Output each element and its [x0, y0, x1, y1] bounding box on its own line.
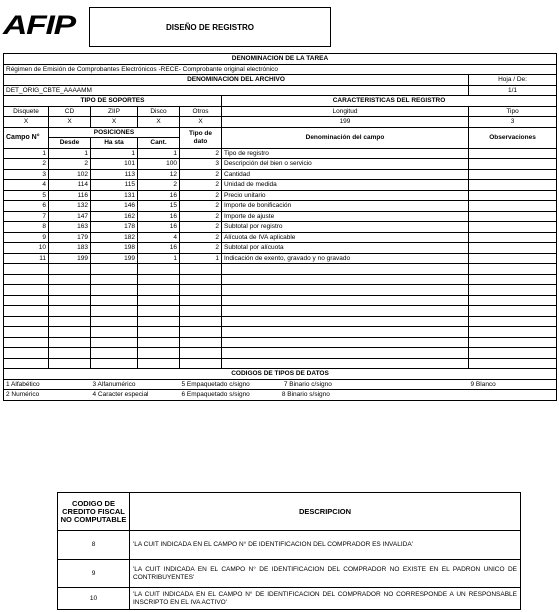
campo-observaciones	[469, 159, 557, 170]
empty-cell	[180, 285, 222, 296]
empty-cell	[222, 316, 469, 327]
codigo-2: 2 Numérico	[4, 390, 91, 401]
document-title: DISEÑO DE REGISTRO	[89, 7, 331, 47]
empty-cell	[138, 348, 180, 359]
credito-desc: 'LA CUIT INDICADA EN EL CAMPO N° DE IDENTIFICACION DEL COMPRADOR NO EXISTE EN EL PADRON UNICO DE CONTRIBUYENTES'	[130, 560, 521, 588]
empty-cell	[180, 274, 222, 285]
campo-tipo-dato: 2	[180, 169, 222, 180]
empty-row	[4, 285, 557, 296]
empty-cell	[49, 285, 91, 296]
campo-cant: 2	[138, 180, 180, 191]
campo-denominacion: Precio unitario	[222, 190, 469, 201]
codigo-blank	[469, 390, 557, 401]
longitud-label: Longitud	[222, 106, 469, 117]
cant-header: Cant.	[138, 138, 180, 149]
campo-cant: 16	[138, 190, 180, 201]
empty-cell	[222, 358, 469, 369]
empty-cell	[469, 316, 557, 327]
codigo-1: 1 Alfabético	[4, 379, 91, 390]
empty-cell	[4, 348, 49, 359]
campo-hasta: 198	[91, 243, 138, 254]
denominacion-header: Denominación del campo	[222, 127, 469, 148]
table-row	[4, 148, 557, 159]
empty-cell	[222, 285, 469, 296]
campo-tipo-dato: 2	[180, 180, 222, 191]
campo-number: 4	[4, 180, 49, 191]
empty-cell	[222, 264, 469, 275]
empty-cell	[49, 264, 91, 275]
soporte-disquete-value: X	[4, 117, 49, 128]
empty-row	[4, 358, 557, 369]
empty-cell	[180, 327, 222, 338]
campo-desde: 179	[49, 232, 91, 243]
afip-logo: AFIP	[3, 10, 75, 40]
empty-cell	[180, 264, 222, 275]
document-header	[3, 4, 556, 46]
empty-cell	[180, 358, 222, 369]
codigo-5: 5 Empaquetado c/signo	[181, 380, 250, 388]
hoja-value: 1/1	[469, 85, 557, 96]
campo-hasta: 113	[91, 169, 138, 180]
campo-observaciones	[469, 201, 557, 212]
campo-tipo-dato: 3	[180, 159, 222, 170]
empty-cell	[222, 274, 469, 285]
archivo-heading: DENOMINACION DEL ARCHIVO	[4, 75, 469, 86]
tipo-label: Tipo	[469, 106, 557, 117]
empty-row	[4, 337, 557, 348]
empty-cell	[91, 327, 138, 338]
empty-cell	[138, 306, 180, 317]
campo-desde: 163	[49, 222, 91, 233]
hasta-header: Ha sta	[91, 138, 138, 149]
campo-number: 10	[4, 243, 49, 254]
empty-row	[4, 348, 557, 359]
soporte-ziip-label: ZIIP	[91, 106, 138, 117]
archivo-name: DET_ORIG_CBTE_AAAAMM	[4, 85, 469, 96]
empty-cell	[222, 327, 469, 338]
credito-fiscal-table	[57, 492, 521, 610]
campo-hasta: 101	[91, 159, 138, 170]
table-row	[4, 232, 557, 243]
campo-denominacion: Subtotal por registro	[222, 222, 469, 233]
codigos-heading: CODIGOS DE TIPOS DE DATOS	[4, 369, 557, 380]
campo-denominacion: Descripción del bien o servicio	[222, 159, 469, 170]
empty-cell	[91, 295, 138, 306]
campo-hasta: 162	[91, 211, 138, 222]
campo-hasta: 115	[91, 180, 138, 191]
empty-cell	[180, 337, 222, 348]
tarea-value: Régimen de Emisión de Comprobantes Electrónicos -RECE- Comprobante original electrónico	[4, 64, 557, 75]
campo-hasta: 1	[91, 148, 138, 159]
longitud-value: 199	[222, 117, 469, 128]
tarea-heading: DENOMINACION DE LA TAREA	[4, 54, 557, 65]
credito-code: 8	[58, 531, 130, 560]
table-row	[4, 243, 557, 254]
campo-desde: 199	[49, 253, 91, 264]
campo-number: 9	[4, 232, 49, 243]
empty-row	[4, 327, 557, 338]
register-design-table	[3, 53, 557, 401]
empty-cell	[4, 285, 49, 296]
soporte-disquete-label: Disquete	[4, 106, 49, 117]
table-row	[4, 159, 557, 170]
campo-observaciones	[469, 243, 557, 254]
empty-cell	[4, 337, 49, 348]
campo-hasta: 182	[91, 232, 138, 243]
empty-cell	[138, 337, 180, 348]
campo-cant: 15	[138, 201, 180, 212]
campo-cant: 1	[138, 148, 180, 159]
empty-cell	[4, 316, 49, 327]
empty-cell	[49, 295, 91, 306]
empty-cell	[138, 358, 180, 369]
campo-observaciones	[469, 180, 557, 191]
codigo-3: 3 Alfanumérico	[91, 379, 180, 390]
campo-cant: 16	[138, 222, 180, 233]
empty-cell	[469, 295, 557, 306]
codigo-5-7	[180, 379, 469, 390]
empty-row	[4, 316, 557, 327]
campo-observaciones	[469, 148, 557, 159]
campo-number: 6	[4, 201, 49, 212]
table-row	[4, 253, 557, 264]
campo-hasta: 178	[91, 222, 138, 233]
table-row	[4, 211, 557, 222]
campo-denominacion: Cantidad	[222, 169, 469, 180]
campo-cant: 16	[138, 243, 180, 254]
soportes-heading: TIPO DE SOPORTES	[4, 96, 222, 107]
hoja-label: Hoja / De:	[469, 75, 557, 86]
codigo-9: 9 Blanco	[469, 379, 557, 390]
campo-tipo-dato: 1	[180, 253, 222, 264]
campo-tipo-dato: 2	[180, 190, 222, 201]
tipo-dato-header: Tipo de dato	[180, 127, 222, 148]
empty-cell	[49, 306, 91, 317]
campo-cant: 100	[138, 159, 180, 170]
campo-desde: 183	[49, 243, 91, 254]
campo-tipo-dato: 2	[180, 232, 222, 243]
desde-header: Desde	[49, 138, 91, 149]
empty-cell	[49, 316, 91, 327]
table-row	[4, 190, 557, 201]
campo-cant: 12	[138, 169, 180, 180]
empty-cell	[91, 285, 138, 296]
campo-desde: 2	[49, 159, 91, 170]
empty-cell	[91, 306, 138, 317]
campo-denominacion: Alícuota de IVA aplicable	[222, 232, 469, 243]
campo-denominacion: Unidad de medida	[222, 180, 469, 191]
caracteristicas-heading: CARACTERISTICAS DEL REGISTRO	[222, 96, 557, 107]
soporte-disco-label: Disco	[138, 106, 180, 117]
empty-cell	[469, 306, 557, 317]
campo-number: 8	[4, 222, 49, 233]
campo-denominacion: Indicación de exento, gravado y no gravado	[222, 253, 469, 264]
campo-denominacion: Tipo de registro	[222, 148, 469, 159]
soporte-ziip-value: X	[91, 117, 138, 128]
empty-cell	[91, 316, 138, 327]
table-row	[4, 169, 557, 180]
campo-observaciones	[469, 190, 557, 201]
campo-observaciones	[469, 211, 557, 222]
codigo-7: 7 Binario c/signo	[283, 380, 332, 388]
campo-hasta: 146	[91, 201, 138, 212]
empty-cell	[469, 274, 557, 285]
soporte-cd-value: X	[49, 117, 91, 128]
soporte-cd-label: CD	[49, 106, 91, 117]
table-row	[4, 180, 557, 191]
campo-tipo-dato: 2	[180, 211, 222, 222]
codigo-4: 4 Caracter especial	[91, 390, 180, 401]
soporte-otros-label: Otros	[180, 106, 222, 117]
empty-cell	[91, 337, 138, 348]
empty-cell	[138, 295, 180, 306]
empty-row	[4, 306, 557, 317]
empty-cell	[222, 295, 469, 306]
empty-cell	[138, 327, 180, 338]
campo-desde: 1	[49, 148, 91, 159]
empty-cell	[180, 348, 222, 359]
empty-cell	[4, 358, 49, 369]
campo-hasta: 199	[91, 253, 138, 264]
campo-desde: 116	[49, 190, 91, 201]
empty-cell	[222, 306, 469, 317]
empty-cell	[91, 264, 138, 275]
empty-cell	[4, 306, 49, 317]
campo-tipo-dato: 2	[180, 222, 222, 233]
codigo-8: 8 Binario s/signo	[281, 391, 330, 398]
empty-cell	[4, 264, 49, 275]
credito-code: 9	[58, 560, 130, 588]
empty-cell	[469, 358, 557, 369]
soporte-otros-value: X	[180, 117, 222, 128]
empty-row	[4, 264, 557, 275]
campo-desde: 114	[49, 180, 91, 191]
campo-desde: 147	[49, 211, 91, 222]
empty-cell	[91, 274, 138, 285]
codigo-6: 6 Empaquetado s/signo	[181, 391, 250, 398]
empty-cell	[49, 348, 91, 359]
campo-number: 1	[4, 148, 49, 159]
campo-cant: 1	[138, 253, 180, 264]
empty-cell	[180, 306, 222, 317]
empty-row	[4, 274, 557, 285]
campo-number: 5	[4, 190, 49, 201]
soporte-disco-value: X	[138, 117, 180, 128]
campo-hasta: 131	[91, 190, 138, 201]
campo-tipo-dato: 2	[180, 148, 222, 159]
empty-cell	[49, 337, 91, 348]
table-row	[4, 201, 557, 212]
credito-desc-header: DESCRIPCION	[130, 493, 521, 531]
credito-codigo-header: CODIGO DE CREDITO FISCAL NO COMPUTABLE	[58, 493, 130, 531]
empty-cell	[49, 327, 91, 338]
empty-cell	[138, 316, 180, 327]
empty-cell	[180, 295, 222, 306]
credito-desc: 'LA CUIT INDICADA EN EL CAMPO N° DE IDENTIFICACION DEL COMPRADOR ES INVALIDA'	[130, 531, 521, 560]
campo-cant: 4	[138, 232, 180, 243]
campo-number: 2	[4, 159, 49, 170]
table-row	[4, 222, 557, 233]
empty-cell	[49, 274, 91, 285]
empty-cell	[4, 274, 49, 285]
campo-observaciones	[469, 222, 557, 233]
empty-cell	[4, 295, 49, 306]
empty-cell	[469, 337, 557, 348]
campo-observaciones	[469, 253, 557, 264]
posiciones-header: POSICIONES	[49, 127, 180, 138]
credito-code: 10	[58, 588, 130, 610]
observaciones-header: Observaciones	[469, 127, 557, 148]
empty-cell	[469, 264, 557, 275]
campo-desde: 102	[49, 169, 91, 180]
empty-cell	[222, 348, 469, 359]
empty-cell	[91, 348, 138, 359]
campo-denominacion: Importe de bonificación	[222, 201, 469, 212]
campo-tipo-dato: 2	[180, 201, 222, 212]
empty-row	[4, 295, 557, 306]
codigo-6-8	[180, 390, 469, 401]
campo-number: 3	[4, 169, 49, 180]
empty-cell	[180, 316, 222, 327]
empty-cell	[4, 327, 49, 338]
empty-cell	[469, 285, 557, 296]
empty-cell	[469, 327, 557, 338]
campo-cant: 16	[138, 211, 180, 222]
campo-number: 11	[4, 253, 49, 264]
campo-header: Campo N°	[4, 127, 49, 148]
campo-tipo-dato: 2	[180, 243, 222, 254]
campo-observaciones	[469, 232, 557, 243]
empty-cell	[222, 337, 469, 348]
campo-denominacion: Importe de ajuste	[222, 211, 469, 222]
empty-cell	[138, 285, 180, 296]
empty-cell	[49, 358, 91, 369]
campo-denominacion: Subtotal por alícuota	[222, 243, 469, 254]
campo-observaciones	[469, 169, 557, 180]
empty-cell	[138, 274, 180, 285]
credito-desc: 'LA CUIT INDICADA EN EL CAMPO N° DE IDENTIFICACION DEL COMPRADOR NO CORRESPONDE A UN RESPONSABLE INSCRIPTO EN EL IVA ACTIVO'	[130, 588, 521, 610]
campo-number: 7	[4, 211, 49, 222]
tipo-value: 3	[469, 117, 557, 128]
empty-cell	[91, 358, 138, 369]
campo-desde: 132	[49, 201, 91, 212]
empty-cell	[469, 348, 557, 359]
empty-cell	[138, 264, 180, 275]
